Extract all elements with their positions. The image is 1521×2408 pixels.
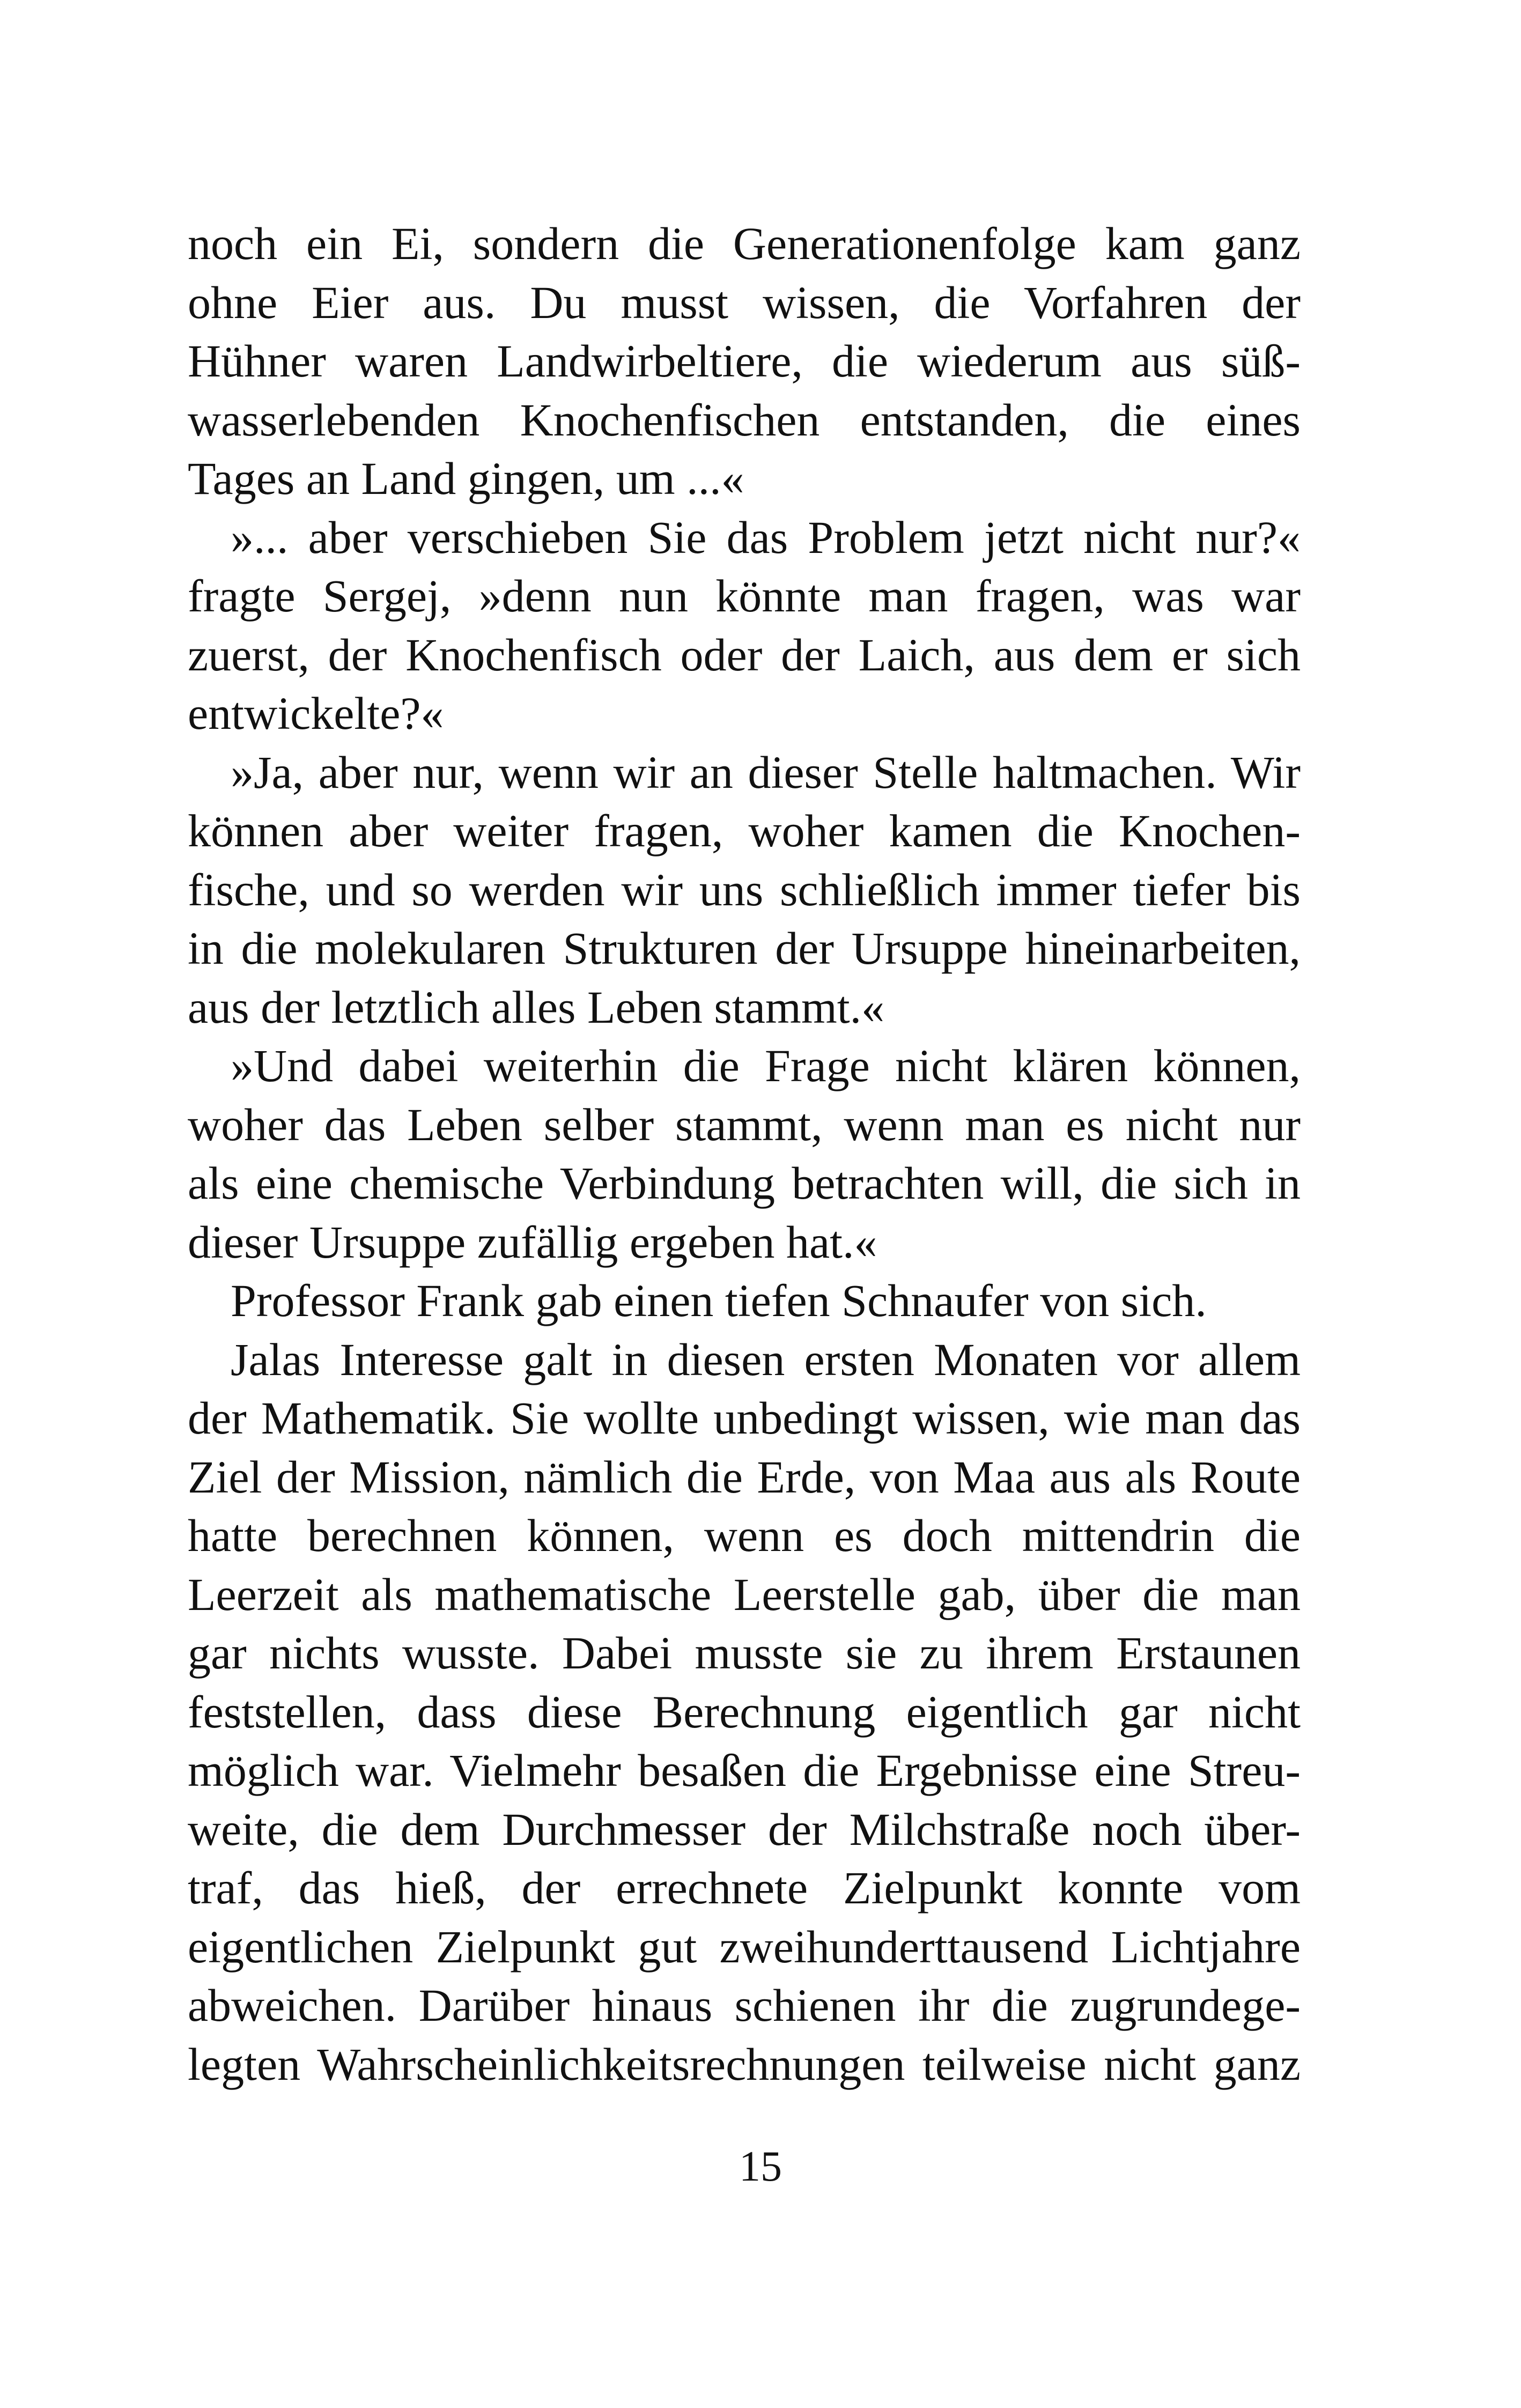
text-line: traf, das hieß, der errechnete Zielpunkt konnte vom [188,1862,1301,1914]
text-line: in die molekularen Strukturen der Ursuppe hineinarbeiten, [188,922,1301,974]
text-line: Jalas Interesse galt in diesen ersten Monaten vor allem [231,1333,1301,1385]
text-line: fragte Sergej, »denn nun könnte man fragen, was war [188,570,1301,622]
text-line: »Ja, aber nur, wenn wir an dieser Stelle haltmachen. Wir [231,746,1301,798]
text-line: weite, die dem Durchmesser der Milchstraße noch über- [188,1803,1301,1855]
text-line: eigentlichen Zielpunkt gut zweihunderttausend Lichtjahre [188,1921,1301,1973]
text-line: Tages an Land gingen, um ...« [188,453,744,504]
text-line: können aber weiter fragen, woher kamen die Knochen- [188,805,1301,856]
text-line: ohne Eier aus. Du musst wissen, die Vorfahren der [188,276,1301,328]
text-line: entwickelte?« [188,688,444,739]
text-line: feststellen, dass diese Berechnung eigentlich gar nicht [188,1686,1301,1738]
text-line: möglich war. Vielmehr besaßen die Ergebnisse eine Streu- [188,1745,1301,1796]
page-number: 15 [739,2143,782,2190]
text-line: Hühner waren Landwirbeltiere, die wiederum aus süß- [188,335,1301,387]
text-line: als eine chemische Verbindung betrachten will, die sich in [188,1157,1301,1209]
text-line: abweichen. Darüber hinaus schienen ihr die zugrundege- [188,1979,1301,2031]
text-line: dieser Ursuppe zufällig ergeben hat.« [188,1216,877,1268]
text-line: Professor Frank gab einen tiefen Schnaufer von sich. [231,1275,1207,1326]
text-line: wasserlebenden Knochenfischen entstanden, die eines [188,394,1301,446]
text-line: Leerzeit als mathematische Leerstelle gab, über die man [188,1568,1301,1620]
text-line: zuerst, der Knochenfisch oder der Laich, aus dem er sich [188,629,1301,681]
text-line: noch ein Ei, sondern die Generationenfolge kam ganz [188,218,1301,269]
text-line: der Mathematik. Sie wollte unbedingt wissen, wie man das [188,1392,1301,1444]
text-line: woher das Leben selber stammt, wenn man es nicht nur [188,1098,1301,1150]
text-line: »Und dabei weiterhin die Frage nicht klären können, [231,1040,1301,1091]
text-line: legten Wahrscheinlichkeitsrechnungen teilweise nicht ganz [188,2038,1301,2090]
body-text [188,215,1301,2094]
text-line: fische, und so werden wir uns schließlich immer tiefer bis [188,863,1301,915]
text-line: hatte berechnen können, wenn es doch mittendrin die [188,1510,1301,1561]
text-line: Ziel der Mission, nämlich die Erde, von Maa aus als Route [188,1451,1301,1503]
text-line: gar nichts wusste. Dabei musste sie zu ihrem Erstaunen [188,1627,1301,1679]
text-line: aus der letztlich alles Leben stammt.« [188,981,885,1033]
text-line: »... aber verschieben Sie das Problem jetzt nicht nur?« [231,511,1301,563]
